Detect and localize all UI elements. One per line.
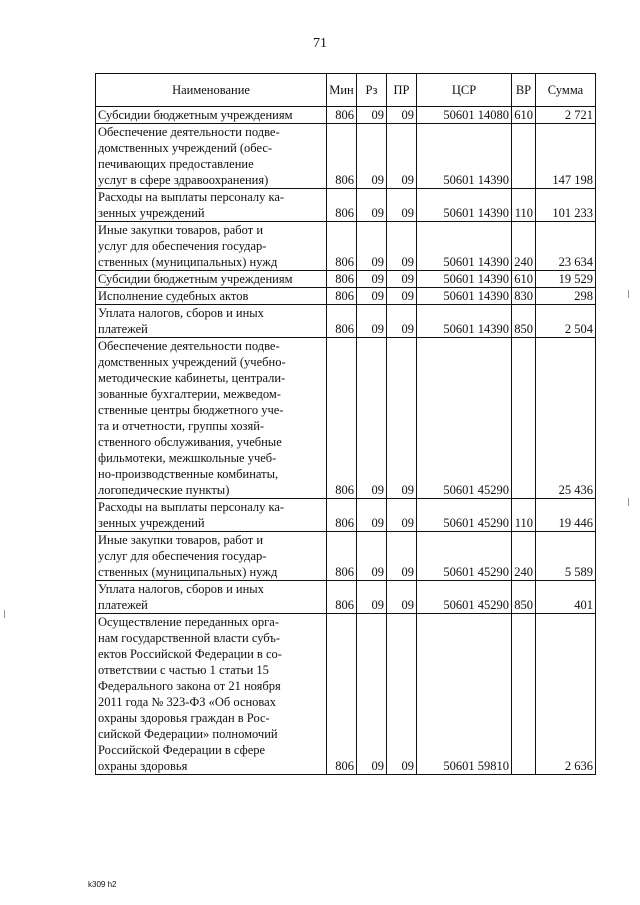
row-csr: 50601 45290 (417, 499, 512, 532)
row-min: 806 (327, 271, 357, 288)
margin-mark (4, 610, 5, 618)
header-min: Мин (327, 74, 357, 107)
header-vr: ВР (512, 74, 536, 107)
table-row (96, 499, 596, 532)
row-sum: 401 (536, 581, 596, 614)
row-name: Расходы на выплаты персоналу ка- зенных учреждений (96, 189, 327, 222)
row-vr: 240 (512, 222, 536, 271)
row-pr: 09 (387, 271, 417, 288)
row-sum: 5 589 (536, 532, 596, 581)
row-pr: 09 (387, 222, 417, 271)
row-pr: 09 (387, 288, 417, 305)
row-sum: 19 529 (536, 271, 596, 288)
table-row (96, 124, 596, 189)
header-rz: Рз (357, 74, 387, 107)
row-min: 806 (327, 338, 357, 499)
row-min: 806 (327, 288, 357, 305)
table-row (96, 338, 596, 499)
row-sum: 2 721 (536, 107, 596, 124)
row-csr: 50601 59810 (417, 614, 512, 775)
row-vr: 110 (512, 189, 536, 222)
row-name: Обеспечение деятельности подве- домственных учреждений (обес- печивающих предоставление услуг в сфере здравоохранения) (96, 124, 327, 189)
row-min: 806 (327, 581, 357, 614)
table-row (96, 271, 596, 288)
row-vr: 610 (512, 107, 536, 124)
row-rz: 09 (357, 499, 387, 532)
row-min: 806 (327, 614, 357, 775)
row-pr: 09 (387, 614, 417, 775)
row-rz: 09 (357, 338, 387, 499)
row-rz: 09 (357, 288, 387, 305)
table-row (96, 107, 596, 124)
table-row (96, 288, 596, 305)
row-pr: 09 (387, 338, 417, 499)
row-rz: 09 (357, 532, 387, 581)
row-sum: 19 446 (536, 499, 596, 532)
row-sum: 101 233 (536, 189, 596, 222)
table-row (96, 305, 596, 338)
row-sum: 2 504 (536, 305, 596, 338)
table-row (96, 222, 596, 271)
row-sum: 25 436 (536, 338, 596, 499)
row-csr: 50601 45290 (417, 338, 512, 499)
row-sum: 298 (536, 288, 596, 305)
row-pr: 09 (387, 581, 417, 614)
row-min: 806 (327, 107, 357, 124)
row-min: 806 (327, 124, 357, 189)
row-rz: 09 (357, 271, 387, 288)
row-min: 806 (327, 222, 357, 271)
row-csr: 50601 14390 (417, 222, 512, 271)
row-sum: 2 636 (536, 614, 596, 775)
row-csr: 50601 14390 (417, 305, 512, 338)
row-vr: 110 (512, 499, 536, 532)
row-csr: 50601 14390 (417, 189, 512, 222)
row-rz: 09 (357, 124, 387, 189)
row-csr: 50601 14390 (417, 288, 512, 305)
row-rz: 09 (357, 614, 387, 775)
row-name: Иные закупки товаров, работ и услуг для обеспечения государ- ственных (муниципальных) нужд (96, 532, 327, 581)
row-name: Исполнение судебных актов (96, 288, 327, 305)
row-pr: 09 (387, 107, 417, 124)
budget-table (95, 73, 596, 775)
row-vr (512, 614, 536, 775)
row-pr: 09 (387, 532, 417, 581)
row-vr (512, 338, 536, 499)
row-rz: 09 (357, 305, 387, 338)
row-rz: 09 (357, 222, 387, 271)
row-pr: 09 (387, 499, 417, 532)
header-pr: ПР (387, 74, 417, 107)
row-name: Обеспечение деятельности подве- домственных учреждений (учебно- методические кабинеты, централи- зованные бухгалтерии, межведом- ственные центры бюджетного уче- та и отчетности, группы хозяй- ственного обслуживания, учебные фильмотеки, межшкольные учеб- но-производственные комбинаты, логопедические пункты) (96, 338, 327, 499)
margin-mark (628, 498, 629, 506)
row-min: 806 (327, 532, 357, 581)
row-vr: 610 (512, 271, 536, 288)
row-vr: 850 (512, 305, 536, 338)
row-rz: 09 (357, 107, 387, 124)
row-sum: 147 198 (536, 124, 596, 189)
row-rz: 09 (357, 581, 387, 614)
row-vr: 240 (512, 532, 536, 581)
row-pr: 09 (387, 124, 417, 189)
row-name: Уплата налогов, сборов и иных платежей (96, 581, 327, 614)
table-header-row (96, 74, 596, 107)
row-pr: 09 (387, 189, 417, 222)
header-csr: ЦСР (417, 74, 512, 107)
table-row (96, 189, 596, 222)
row-csr: 50601 45290 (417, 581, 512, 614)
row-vr: 830 (512, 288, 536, 305)
row-min: 806 (327, 499, 357, 532)
row-csr: 50601 14390 (417, 124, 512, 189)
row-name: Субсидии бюджетным учреждениям (96, 107, 327, 124)
table-body (96, 107, 596, 775)
margin-mark (628, 290, 629, 298)
table-row (96, 581, 596, 614)
page-number: 71 (313, 36, 327, 51)
row-rz: 09 (357, 189, 387, 222)
row-name: Уплата налогов, сборов и иных платежей (96, 305, 327, 338)
footer-code: k309 h2 (88, 880, 117, 889)
header-sum: Сумма (536, 74, 596, 107)
row-min: 806 (327, 189, 357, 222)
header-name: Наименование (96, 74, 327, 107)
table-row (96, 614, 596, 775)
row-pr: 09 (387, 305, 417, 338)
row-name: Иные закупки товаров, работ и услуг для обеспечения государ- ственных (муниципальных) нужд (96, 222, 327, 271)
row-vr (512, 124, 536, 189)
row-csr: 50601 14080 (417, 107, 512, 124)
row-name: Субсидии бюджетным учреждениям (96, 271, 327, 288)
row-csr: 50601 45290 (417, 532, 512, 581)
table-row (96, 532, 596, 581)
row-name: Расходы на выплаты персоналу ка- зенных учреждений (96, 499, 327, 532)
row-sum: 23 634 (536, 222, 596, 271)
row-min: 806 (327, 305, 357, 338)
row-name: Осуществление переданных орга- нам государственной власти субъ- ектов Российской Федерации в со- ответствии с частью 1 статьи 15 Федерального закона от 21 ноября 2011 года № 323-ФЗ «Об основах охраны здоровья граждан в Рос- сийской Федерации» полномочий Российской Федерации в сфере охраны здоровья (96, 614, 327, 775)
row-vr: 850 (512, 581, 536, 614)
row-csr: 50601 14390 (417, 271, 512, 288)
